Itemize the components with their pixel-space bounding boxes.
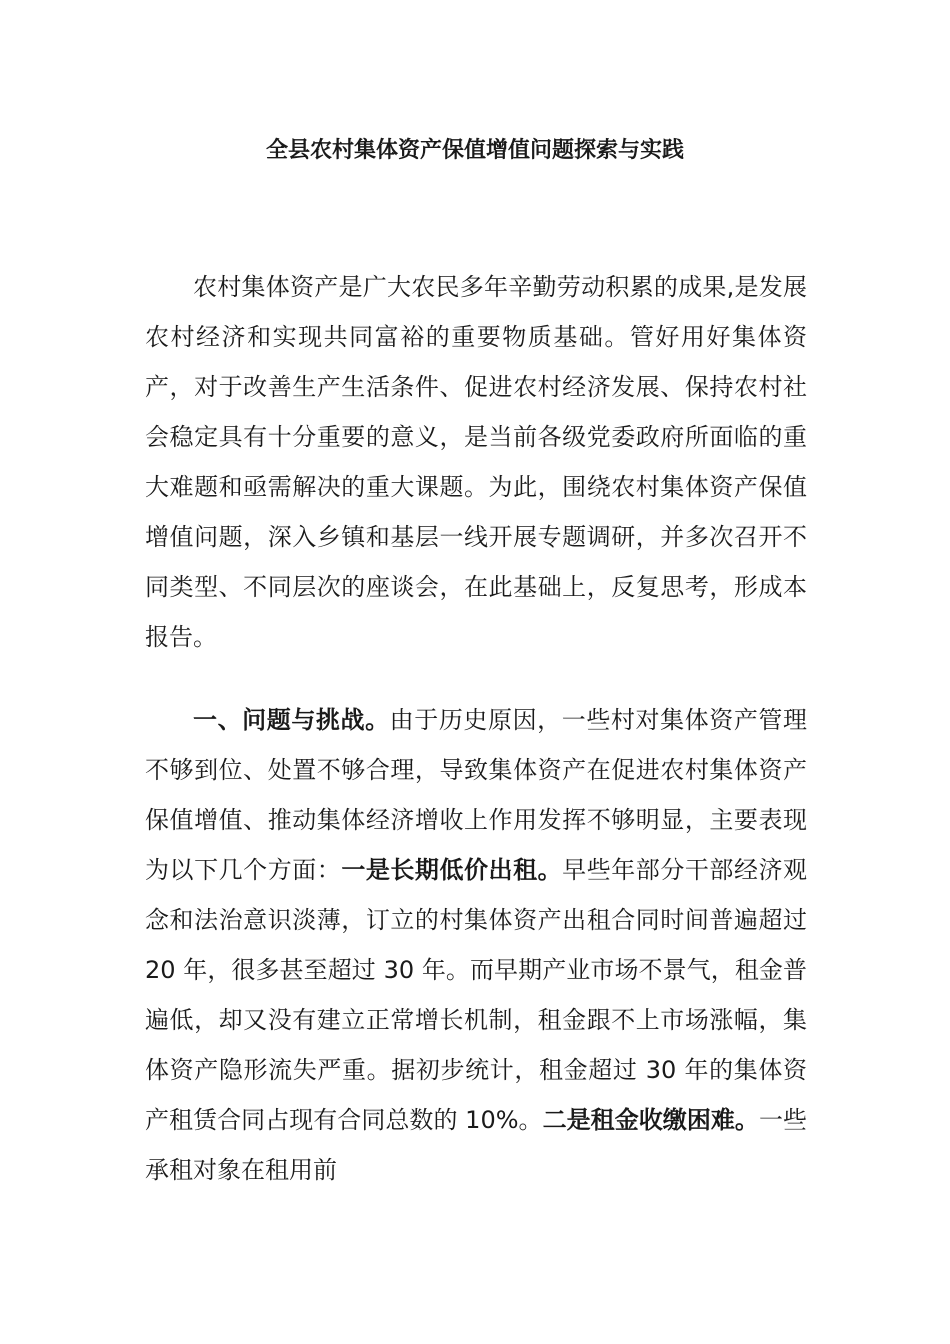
point-two-text: 一些承租对象在租用前	[145, 1106, 808, 1184]
section-heading: 一、问题与挑战。	[193, 706, 390, 734]
point-one-heading: 一是长期低价出租。	[341, 856, 563, 884]
document-title: 全县农村集体资产保值增值问题探索与实践	[265, 138, 684, 163]
section-one-paragraph	[145, 695, 807, 1195]
point-one-text: 早些年部分干部经济观念和法治意识淡薄，订立的村集体资产出租合同时间普遍超过 20 年，很多甚至超过 30 年。而早期产业市场不景气，租金普遍低，却又没有建立正常增长机制，租金跟不上市场涨幅，集体资产隐形流失严重。据初步统计，租金超过 30 年的集体资产租赁合同占现有合同总数的 10%。	[145, 856, 808, 1134]
intro-paragraph: 农村集体资产是广大农民多年辛勤劳动积累的成果,是发展农村经济和实现共同富裕的重要物质基础。管好用好集体资产，对于改善生产生活条件、促进农村经济发展、保持农村社会稳定具有十分重要的意义，是当前各级党委政府所面临的重大难题和亟需解决的重大课题。为此，围绕农村集体资产保值增值问题，深入乡镇和基层一线开展专题调研，并多次召开不同类型、不同层次的座谈会，在此基础上，反复思考，形成本报告。	[145, 273, 807, 651]
section-text: 由于历史原因，一些村对集体资产管理不够到位、处置不够合理，导致集体资产在促进农村集体资产保值增值、推动集体经济增收上作用发挥不够明显，主要表现为以下几个方面：	[145, 706, 808, 884]
point-two-heading: 二是租金收缴困难。	[542, 1106, 759, 1134]
